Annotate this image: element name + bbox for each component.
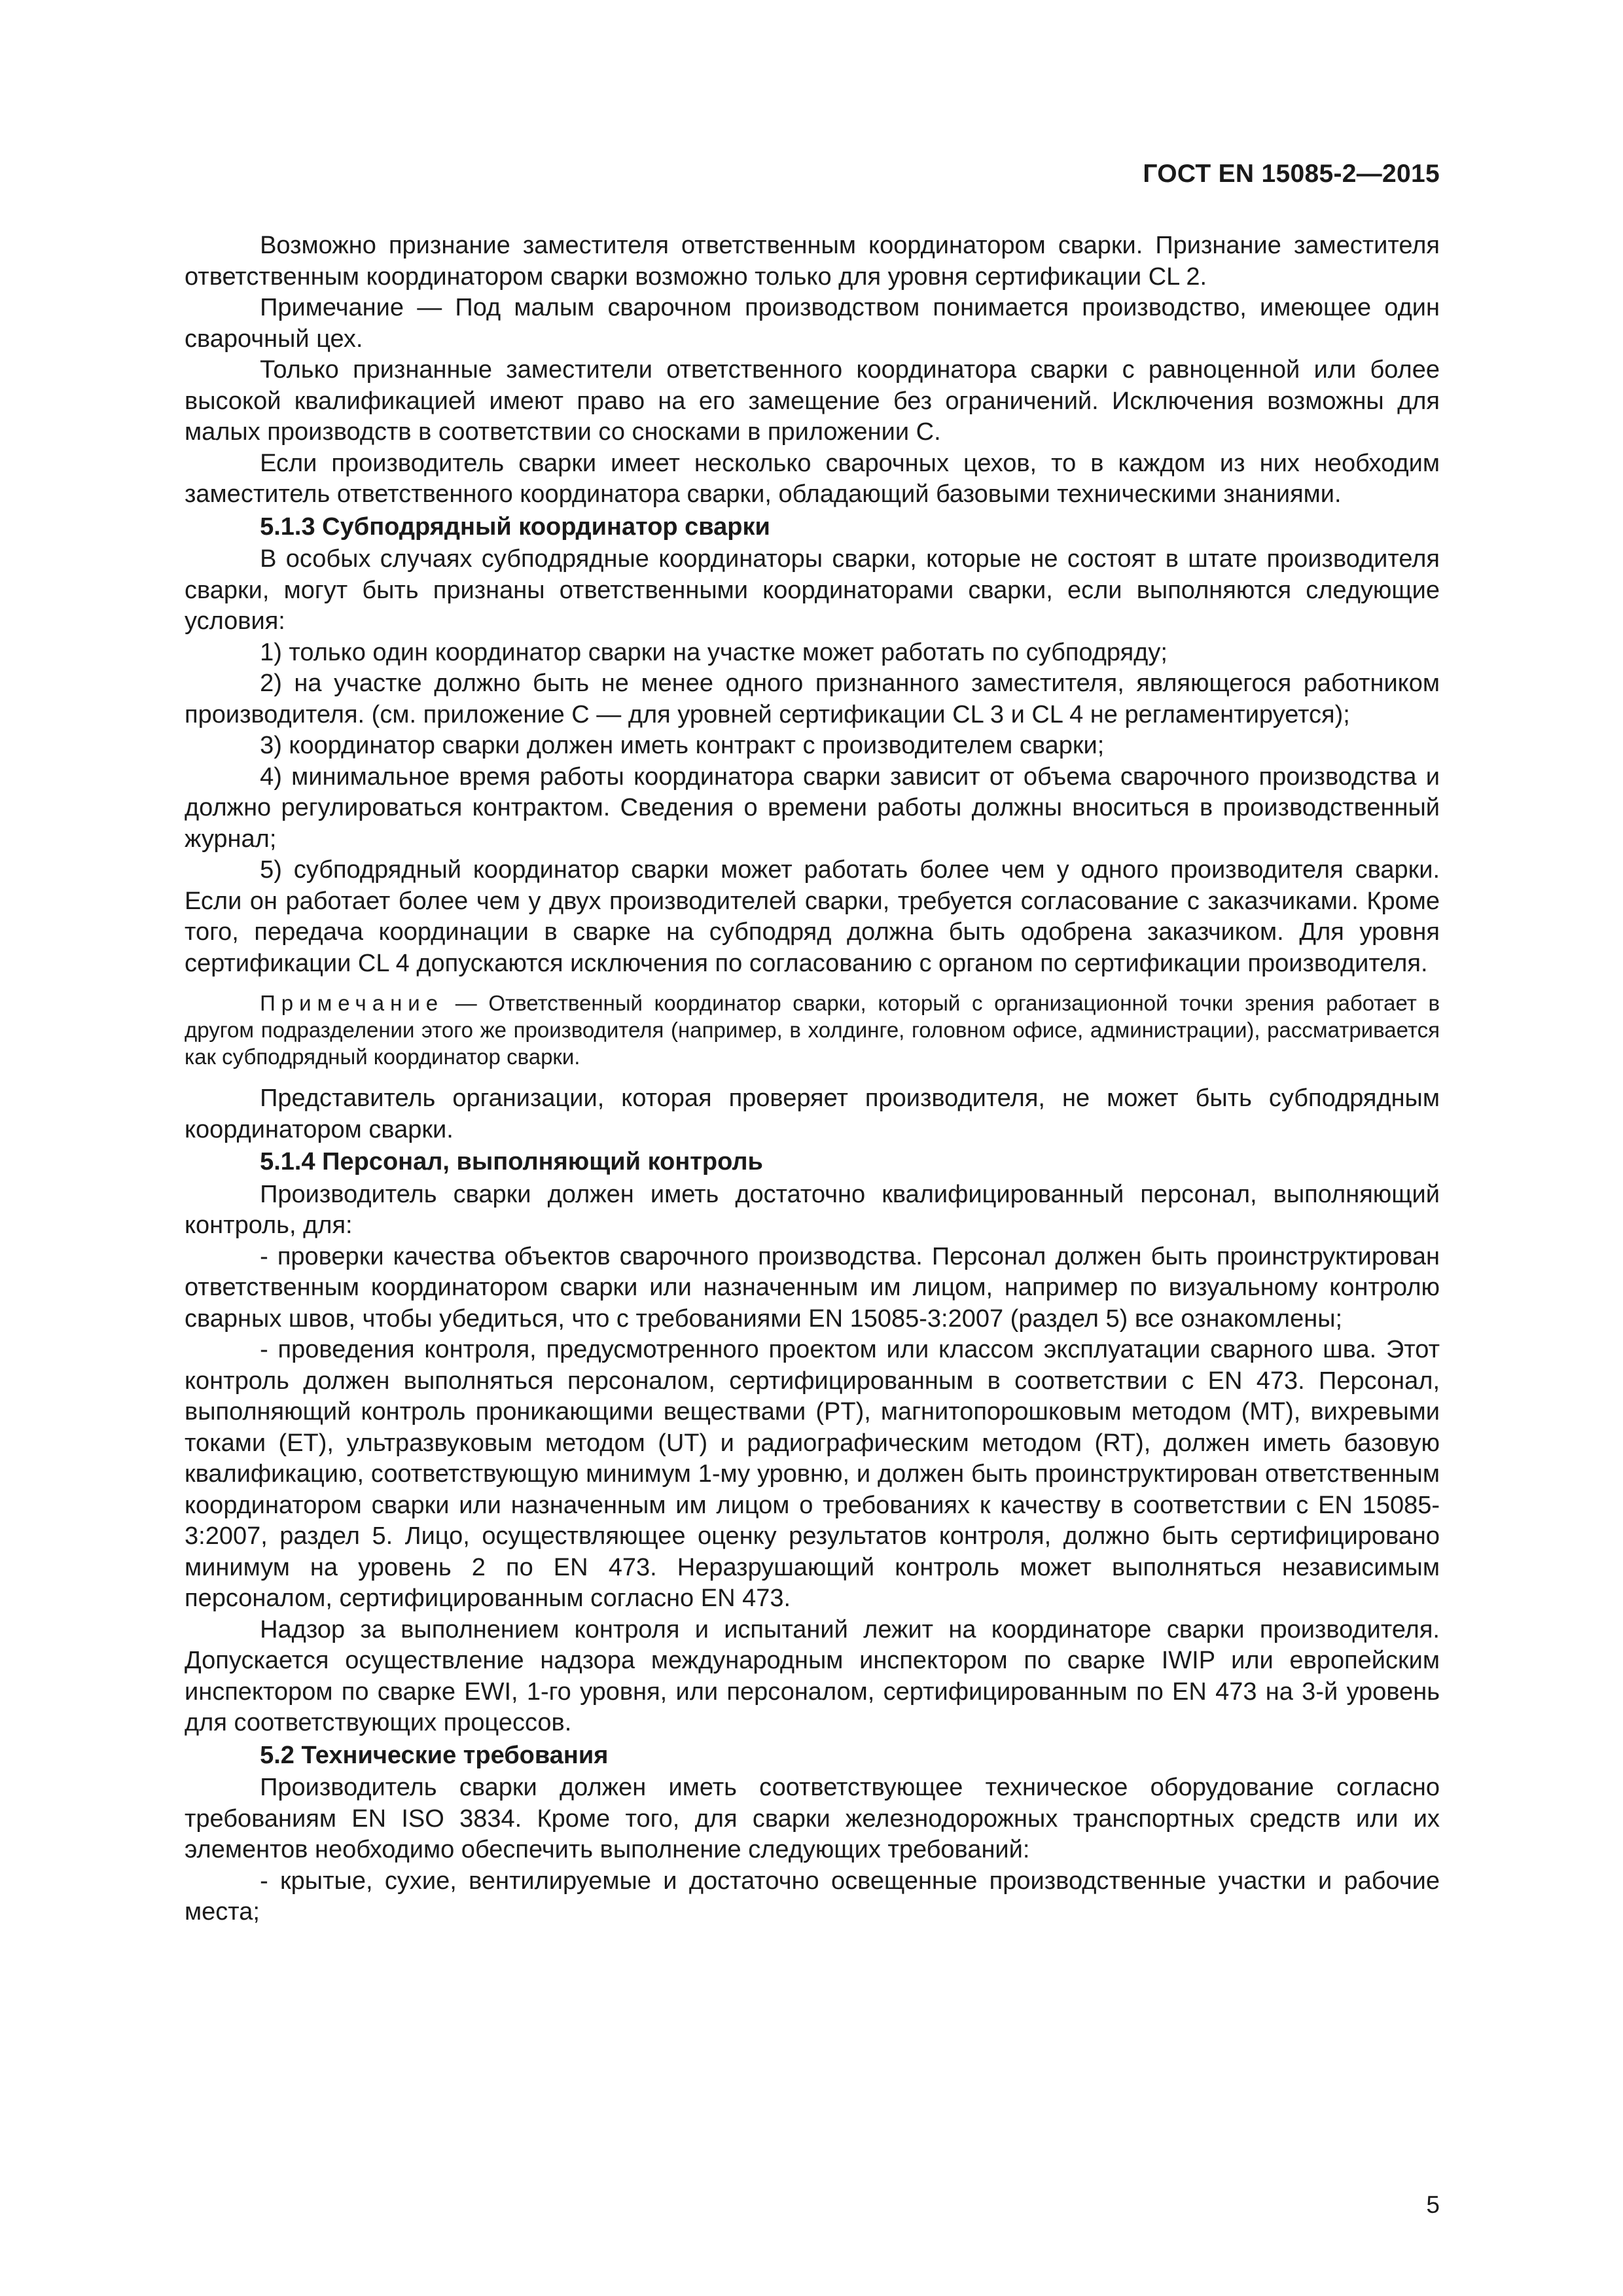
paragraph: Только признанные заместители ответственного координатора сварки с равноценной или более высокой квалификацией имеют право на его замещение без ограничений. Исключения возможны для малых производств в соответствии со сносками в приложении C. bbox=[185, 356, 1440, 446]
section-heading-5-2: 5.2 Технические требования bbox=[260, 1741, 609, 1769]
paragraph: Производитель сварки должен иметь достаточно квалифицированный персонал, выполняющий контроль, для: bbox=[185, 1180, 1440, 1239]
dash-list-item: - проверки качества объектов сварочного производства. Персонал должен быть проинструктирован ответственным координатором сварки или назначенным им лицом, например по визуальному контролю сварных швов, чтобы убедиться, что с требованиями EN 15085-3:2007 (раздел 5) все ознакомлены; bbox=[185, 1242, 1440, 1333]
list-item: 1) только один координатор сварки на участке может работать по субподряду; bbox=[260, 638, 1168, 666]
list-item: 2) на участке должно быть не менее одного признанного заместителя, являющегося работником производителя. (см. приложение C — для уровней сертификации CL 3 и CL 4 не регламентируется); bbox=[185, 670, 1440, 728]
note-label: Примечание bbox=[260, 991, 444, 1015]
note-text: — Ответственный координатор сварки, который с организационной точки зрения работает в другом подразделении этого же производителя (например, в холдинге, головном офисе, администрации), рассматривается как субподрядный координатор сварки. bbox=[185, 991, 1440, 1069]
section-heading-5-1-4: 5.1.4 Персонал, выполняющий контроль bbox=[260, 1148, 763, 1175]
note bbox=[185, 990, 1440, 1070]
paragraph: Если производитель сварки имеет несколько сварочных цехов, то в каждом из них необходим заместитель ответственного координатора сварки, обладающий базовыми техническими знаниями. bbox=[185, 449, 1440, 508]
paragraph: Представитель организации, которая проверяет производителя, не может быть субподрядным координатором сварки. bbox=[185, 1085, 1440, 1143]
paragraph: В особых случаях субподрядные координаторы сварки, которые не состоят в штате производителя сварки, могут быть признаны ответственными координаторами сварки, если выполняются следующие условия: bbox=[185, 545, 1440, 635]
list-item: 5) субподрядный координатор сварки может работать более чем у одного производителя сварки. Если он работает более чем у двух производителей сварки, требуется согласование с заказчиками. Кроме того, передача координации в сварке на субподряд должна быть одобрена заказчиком. Для уровня сертификации CL 4 допускаются исключения по согласованию с органом по сертификации производителя. bbox=[185, 856, 1440, 977]
paragraph: Возможно признание заместителя ответственным координатором сварки. Признание заместителя ответственным координатором сварки возможно только для уровня сертификации CL 2. bbox=[185, 232, 1440, 291]
standard-designation: ГОСТ EN 15085-2—2015 bbox=[1143, 160, 1440, 188]
document-body bbox=[185, 230, 1440, 1928]
paragraph: Надзор за выполнением контроля и испытаний лежит на координаторе сварки производителя. Допускается осуществление надзора международным инспектором по сварке IWIP или европейским инспектором по сварке EWI, 1-го уровня, или персоналом, сертифицированным по EN 473 на 3-й уровень для соответствующих процессов. bbox=[185, 1615, 1440, 1736]
list-item: 4) минимальное время работы координатора сварки зависит от объема сварочного производства и должно регулироваться контрактом. Сведения о времени работы должны вноситься в производственный журнал; bbox=[185, 762, 1440, 853]
dash-list-item: - проведения контроля, предусмотренного проектом или классом эксплуатации сварного шва. Этот контроль должен выполняться персоналом, сертифицированным в соответствии с EN 473. Персонал, выполняющий контроль проникающими веществами (PT), магнитопорошковым методом (MT), вихревыми токами (ET), ультразвуковым методом (UT) и радиографическим методом (RT), должен иметь базовую квалификацию, соответствующую минимум 1-му уровню, и должен быть проинструктирован ответственным координатором сварки или назначенным им лицом о требованиях к качеству в соответствии с EN 15085-3:2007, раздел 5. Лицо, осуществляющее оценку результатов контроля, должно быть сертифицировано минимум на уровень 2 по EN 473. Неразрушающий контроль может выполняться независимым персоналом, сертифицированным согласно EN 473. bbox=[185, 1336, 1440, 1612]
list-item: 3) координатор сварки должен иметь контракт с производителем сварки; bbox=[260, 732, 1105, 759]
section-heading-5-1-3: 5.1.3 Субподрядный координатор сварки bbox=[260, 512, 770, 541]
dash-list-item: - крытые, сухие, вентилируемые и достаточно освещенные производственные участки и рабочие места; bbox=[185, 1867, 1440, 1926]
paragraph: Примечание — Под малым сварочном производством понимается производство, имеющее один сварочный цех. bbox=[185, 294, 1440, 353]
paragraph: Производитель сварки должен иметь соответствующее техническое оборудование согласно требованиям EN ISO 3834. Кроме того, для сварки железнодорожных транспортных средств или их элементов необходимо обеспечить выполнение следующих требований: bbox=[185, 1774, 1440, 1863]
page-number: 5 bbox=[1426, 2191, 1440, 2218]
